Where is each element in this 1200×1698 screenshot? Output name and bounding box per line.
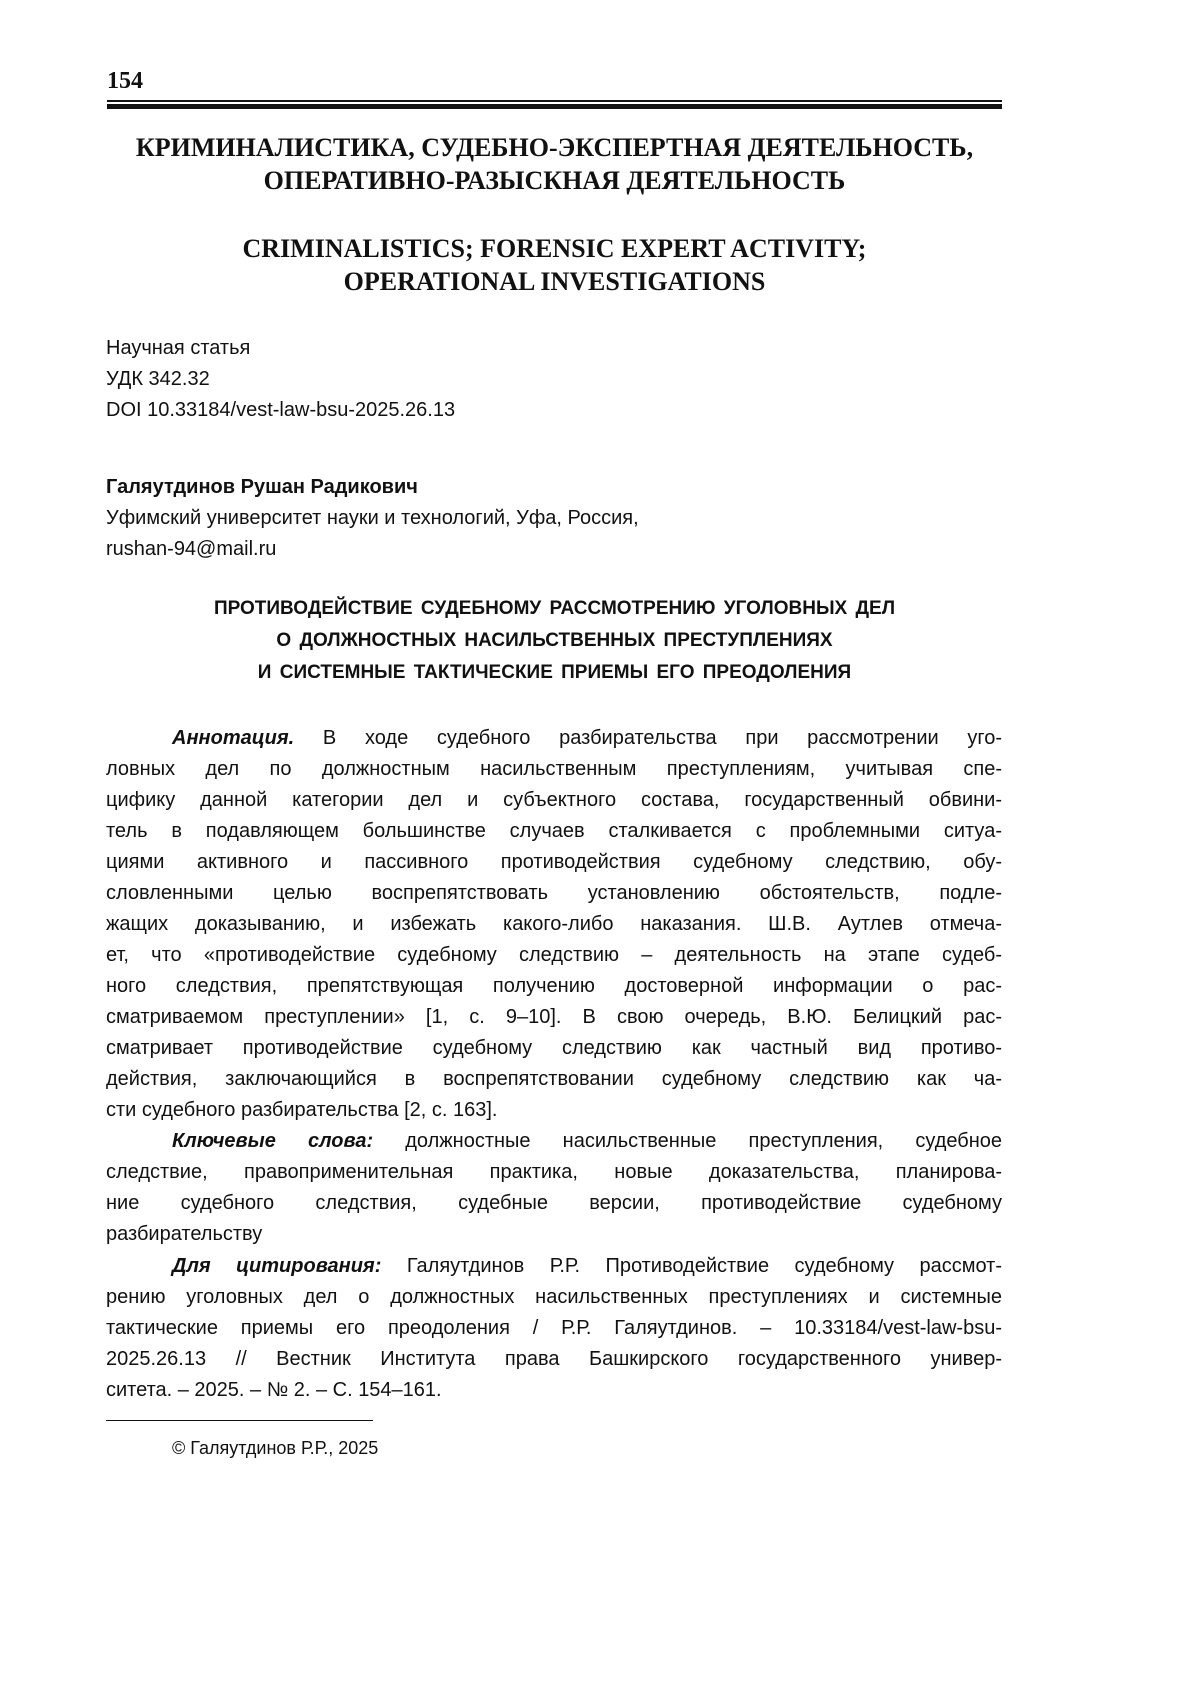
abstract-line: ного следствия, препятствующая получению достоверной информации о рас-	[106, 975, 1002, 997]
author-affiliation: Уфимский университет науки и технологий, Уфа, Россия,	[106, 507, 639, 529]
author-block	[106, 472, 639, 565]
section-heading-ru	[107, 131, 1002, 197]
abstract-line: ет, что «противодействие судебному следствию – деятельность на этапе судеб-	[106, 944, 1002, 966]
abstract-line: действия, заключающийся в воспрепятствовании судебному следствию как ча-	[106, 1068, 1002, 1090]
page-number: 154	[107, 68, 143, 94]
citation-line: тактические приемы его преодоления / Р.Р. Галяутдинов. – 10.33184/vest-law-bsu-	[106, 1317, 1002, 1339]
keywords-line: разбирательству	[106, 1223, 263, 1245]
footnote-rule	[106, 1420, 373, 1421]
title-line: И СИСТЕМНЫЕ ТАКТИЧЕСКИЕ ПРИЕМЫ ЕГО ПРЕОДОЛЕНИЯ	[257, 662, 852, 683]
title-line: О ДОЛЖНОСТНЫХ НАСИЛЬСТВЕННЫХ ПРЕСТУПЛЕНИЯХ	[276, 630, 833, 651]
udk: УДК 342.32	[106, 368, 210, 390]
keywords-line: ние судебного следствия, судебные версии, противодействие судебному	[106, 1192, 1002, 1214]
abstract	[106, 723, 1002, 1126]
abstract-line: ловных дел по должностным насильственным преступлениям, учитывая спе-	[106, 758, 1002, 780]
heading-line: OPERATIONAL INVESTIGATIONS	[343, 267, 766, 296]
author-name: Галяутдинов Рушан Радикович	[106, 476, 418, 498]
abstract-line: В ходе судебного разбирательства при рассмотрении уго-	[322, 727, 1002, 749]
doi: DOI 10.33184/vest-law-bsu-2025.26.13	[106, 399, 456, 421]
keywords	[106, 1126, 1002, 1250]
heading-line: ОПЕРАТИВНО-РАЗЫСКНАЯ ДЕЯТЕЛЬНОСТЬ	[263, 166, 846, 195]
title-line: ПРОТИВОДЕЙСТВИЕ СУДЕБНОМУ РАССМОТРЕНИЮ УГОЛОВНЫХ ДЕЛ	[213, 598, 896, 619]
abstract-line: жащих доказыванию, и избежать какого-либо наказания. Ш.В. Аутлев отмеча-	[106, 913, 1002, 935]
citation-line: Галяутдинов Р.Р. Противодействие судебному рассмот-	[406, 1255, 1002, 1277]
abstract-line: сматриваемом преступлении» [1, с. 9–10]. В свою очередь, В.Ю. Белицкий рас-	[106, 1006, 1002, 1028]
citation	[106, 1251, 1002, 1406]
citation-label: Для цитирования:	[172, 1255, 382, 1277]
header-rule-thick	[107, 104, 1002, 109]
abstract-line: тель в подавляющем большинстве случаев сталкивается с проблемными ситуа-	[106, 820, 1002, 842]
abstract-line: сматривает противодействие судебному следствию как частный вид противо-	[106, 1037, 1002, 1059]
article-title	[107, 593, 1002, 689]
article-meta	[106, 333, 455, 426]
author-email: rushan-94@mail.ru	[106, 538, 277, 560]
citation-line: ситета. – 2025. – № 2. – С. 154–161.	[106, 1379, 442, 1401]
keywords-line: должностные насильственные преступления, судебное	[405, 1130, 1002, 1152]
heading-line: CRIMINALISTICS; FORENSIC EXPERT ACTIVITY;	[242, 234, 867, 263]
abstract-line: словленными целью воспрепятствовать установлению обстоятельств, подле-	[106, 882, 1002, 904]
header-rule-thin	[107, 100, 1002, 102]
abstract-line: цифику данной категории дел и субъектного состава, государственный обвини-	[106, 789, 1002, 811]
article-type: Научная статья	[106, 337, 251, 359]
abstract-label: Аннотация.	[172, 727, 295, 749]
keywords-label: Ключевые слова:	[172, 1130, 374, 1152]
heading-line: КРИМИНАЛИСТИКА, СУДЕБНО-ЭКСПЕРТНАЯ ДЕЯТЕЛЬНОСТЬ,	[135, 133, 974, 162]
keywords-line: следствие, правоприменительная практика, новые доказательства, планирова-	[106, 1161, 1002, 1183]
citation-line: рению уголовных дел о должностных насильственных преступлениях и системные	[106, 1286, 1002, 1308]
abstract-line: сти судебного разбирательства [2, с. 163].	[106, 1099, 498, 1121]
abstract-line: циями активного и пассивного противодействия судебному следствию, обу-	[106, 851, 1002, 873]
copyright-footnote: © Галяутдинов Р.Р., 2025	[172, 1438, 379, 1458]
citation-line: 2025.26.13 // Вестник Института права Башкирского государственного универ-	[106, 1348, 1002, 1370]
section-heading-en	[107, 232, 1002, 298]
